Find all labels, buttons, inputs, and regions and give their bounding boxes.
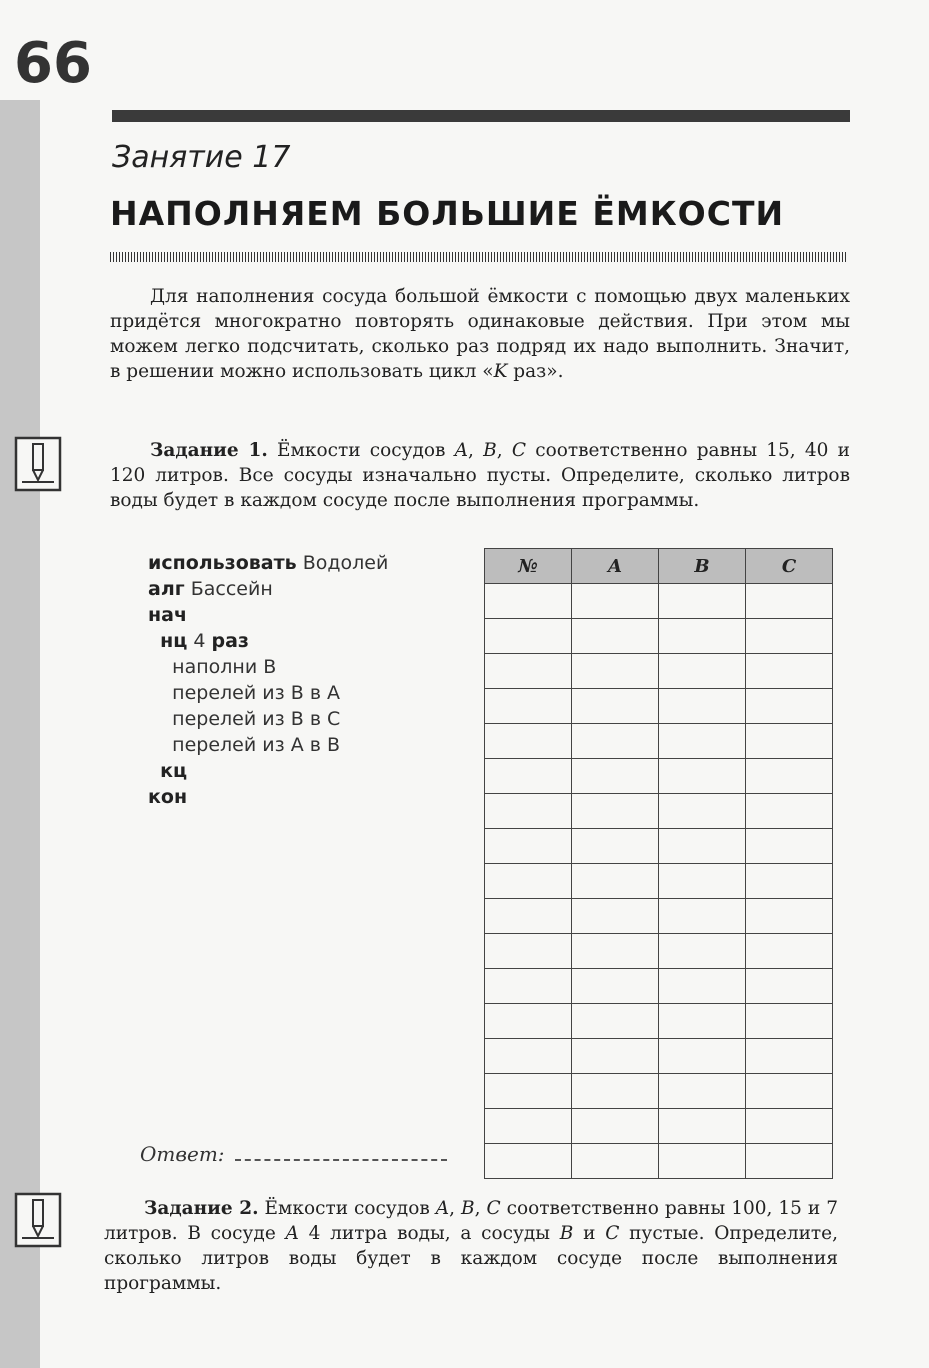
code-text: Водолей bbox=[296, 552, 389, 574]
keyword: кц bbox=[160, 760, 188, 782]
vessel-a: A bbox=[454, 440, 469, 461]
table-cell[interactable] bbox=[659, 934, 746, 969]
table-cell[interactable] bbox=[572, 1074, 659, 1109]
table-cell[interactable] bbox=[485, 689, 572, 724]
task2-text: Ёмкости сосудов bbox=[258, 1198, 436, 1219]
table-cell[interactable] bbox=[659, 619, 746, 654]
table-row bbox=[485, 1074, 833, 1109]
table-cell[interactable] bbox=[572, 584, 659, 619]
table-cell[interactable] bbox=[746, 1074, 833, 1109]
table-row bbox=[485, 689, 833, 724]
table-cell[interactable] bbox=[659, 794, 746, 829]
task2-text-end: пустые. Определите, сколько литров воды будет в каждом сосуде после выполнения программы. bbox=[104, 1223, 838, 1294]
task2-text: 4 литра воды, а сосуды bbox=[298, 1223, 560, 1244]
header-rule bbox=[112, 110, 850, 122]
program-line bbox=[148, 758, 468, 784]
table-cell[interactable] bbox=[572, 1109, 659, 1144]
table-cell[interactable] bbox=[485, 934, 572, 969]
table-row bbox=[485, 794, 833, 829]
table-cell[interactable] bbox=[659, 759, 746, 794]
code-text: наполни В bbox=[172, 656, 277, 678]
answer-label: Ответ: bbox=[140, 1142, 225, 1166]
table-cell[interactable] bbox=[659, 654, 746, 689]
table-cell[interactable] bbox=[485, 654, 572, 689]
vessel-a: A bbox=[285, 1223, 299, 1244]
task2-paragraph bbox=[104, 1196, 838, 1296]
code-text: 4 bbox=[187, 630, 212, 652]
table-cell[interactable] bbox=[746, 1109, 833, 1144]
code-text: перелей из В в С bbox=[172, 708, 341, 730]
sep: , bbox=[449, 1198, 461, 1219]
program-line bbox=[148, 628, 468, 654]
table-cell[interactable] bbox=[746, 724, 833, 759]
table-cell[interactable] bbox=[485, 1004, 572, 1039]
table-row bbox=[485, 899, 833, 934]
table-cell[interactable] bbox=[746, 759, 833, 794]
table-cell[interactable] bbox=[572, 934, 659, 969]
hatched-divider bbox=[110, 252, 848, 262]
program-line bbox=[148, 550, 468, 576]
table-cell[interactable] bbox=[659, 864, 746, 899]
program-line bbox=[148, 784, 468, 810]
indent bbox=[148, 682, 172, 704]
program-listing bbox=[148, 550, 468, 810]
table-cell[interactable] bbox=[572, 1144, 659, 1179]
vessel-a: A bbox=[435, 1198, 450, 1219]
table-cell[interactable] bbox=[485, 794, 572, 829]
intro-paragraph bbox=[110, 284, 850, 384]
vessel-b: B bbox=[559, 1223, 574, 1244]
table-row bbox=[485, 654, 833, 689]
table-row bbox=[485, 759, 833, 794]
sep: , bbox=[474, 1198, 487, 1219]
table-cell[interactable] bbox=[485, 759, 572, 794]
table-header-row bbox=[485, 549, 833, 584]
table-row bbox=[485, 969, 833, 1004]
table-cell[interactable] bbox=[485, 584, 572, 619]
vessel-b: B bbox=[483, 440, 497, 461]
table-cell[interactable] bbox=[485, 1144, 572, 1179]
vessel-b: B bbox=[461, 1198, 475, 1219]
task1-text: Ёмкости сосудов bbox=[267, 440, 455, 461]
table-cell[interactable] bbox=[572, 794, 659, 829]
table-cell[interactable] bbox=[659, 584, 746, 619]
table-cell[interactable] bbox=[485, 829, 572, 864]
lesson-label: Занятие 17 bbox=[112, 140, 291, 175]
table-cell[interactable] bbox=[572, 619, 659, 654]
indent bbox=[148, 708, 172, 730]
table-cell[interactable] bbox=[659, 829, 746, 864]
indent bbox=[148, 656, 172, 678]
vessel-c: C bbox=[605, 1223, 620, 1244]
vessel-c: C bbox=[486, 1198, 501, 1219]
table-cell[interactable] bbox=[485, 1039, 572, 1074]
sep: , bbox=[496, 440, 512, 461]
table-cell[interactable] bbox=[485, 724, 572, 759]
indent bbox=[148, 760, 160, 782]
table-cell[interactable] bbox=[746, 689, 833, 724]
task1-paragraph bbox=[110, 438, 850, 513]
table-cell[interactable] bbox=[572, 899, 659, 934]
intro-text: Для наполнения сосуда большой ёмкости с помощью двух маленьких придётся многократно повторять одинаковые действия. При этом мы можем легко подсчитать, сколько раз подряд их надо выполнить. Значит, в решении можно использовать цикл « bbox=[110, 286, 850, 382]
table-cell[interactable] bbox=[659, 689, 746, 724]
table-row bbox=[485, 829, 833, 864]
answer-line bbox=[140, 1142, 447, 1166]
pencil-task-icon bbox=[14, 1192, 62, 1248]
table-cell[interactable] bbox=[659, 969, 746, 1004]
table-row bbox=[485, 934, 833, 969]
table-cell[interactable] bbox=[572, 1004, 659, 1039]
table-row bbox=[485, 724, 833, 759]
header-number: № bbox=[485, 549, 572, 584]
table-cell[interactable] bbox=[746, 1144, 833, 1179]
program-line bbox=[148, 706, 468, 732]
table-row bbox=[485, 1039, 833, 1074]
answer-blank[interactable] bbox=[235, 1145, 447, 1161]
keyword: нц bbox=[160, 630, 188, 652]
sep: , bbox=[468, 440, 484, 461]
program-line bbox=[148, 680, 468, 706]
table-body bbox=[485, 584, 833, 1179]
table-cell[interactable] bbox=[746, 794, 833, 829]
table-cell[interactable] bbox=[485, 969, 572, 1004]
task1-text-end: соответственно равны 15, 40 и 120 литров. Все сосуды изначально пусты. Определите, сколько литров воды будет в каждом сосуде после выполнения программы. bbox=[110, 440, 851, 511]
code-text: перелей из А в В bbox=[172, 734, 341, 756]
table-cell[interactable] bbox=[659, 1039, 746, 1074]
table-cell[interactable] bbox=[659, 1144, 746, 1179]
table-cell[interactable] bbox=[485, 1109, 572, 1144]
side-strip bbox=[0, 100, 40, 1368]
table-cell[interactable] bbox=[746, 864, 833, 899]
intro-k: K bbox=[493, 361, 508, 382]
table-cell[interactable] bbox=[485, 619, 572, 654]
table-cell[interactable] bbox=[659, 1109, 746, 1144]
table-cell[interactable] bbox=[485, 899, 572, 934]
table-row bbox=[485, 1109, 833, 1144]
indent bbox=[148, 734, 172, 756]
header-b: B bbox=[659, 549, 746, 584]
table-cell[interactable] bbox=[572, 864, 659, 899]
table-row bbox=[485, 1144, 833, 1179]
page-number: 66 bbox=[14, 31, 92, 96]
table-cell[interactable] bbox=[572, 724, 659, 759]
keyword: нач bbox=[148, 604, 187, 626]
table-cell[interactable] bbox=[659, 1074, 746, 1109]
code-text: Бассейн bbox=[184, 578, 273, 600]
table-cell[interactable] bbox=[746, 829, 833, 864]
table-row bbox=[485, 584, 833, 619]
header-c: C bbox=[746, 549, 833, 584]
pencil-task-icon bbox=[14, 436, 62, 492]
table-cell[interactable] bbox=[659, 899, 746, 934]
task2-text: соответственно равны 100, 15 и 7 литров. В сосуде bbox=[104, 1198, 838, 1244]
keyword: использовать bbox=[148, 552, 297, 574]
page-title: НАПОЛНЯЕМ БОЛЬШИЕ ЁМКОСТИ bbox=[110, 194, 785, 233]
table-cell[interactable] bbox=[659, 1004, 746, 1039]
table-cell[interactable] bbox=[572, 759, 659, 794]
table-cell[interactable] bbox=[572, 689, 659, 724]
table-cell[interactable] bbox=[572, 1039, 659, 1074]
keyword: раз bbox=[211, 630, 249, 652]
indent bbox=[148, 630, 160, 652]
table-row bbox=[485, 1004, 833, 1039]
program-line bbox=[148, 654, 468, 680]
table-cell[interactable] bbox=[746, 654, 833, 689]
table-cell[interactable] bbox=[746, 584, 833, 619]
table-cell[interactable] bbox=[746, 934, 833, 969]
vessel-c: C bbox=[511, 440, 527, 461]
table-cell[interactable] bbox=[746, 1039, 833, 1074]
task2-label: Задание 2. bbox=[144, 1198, 259, 1219]
table-cell[interactable] bbox=[572, 969, 659, 1004]
table-cell[interactable] bbox=[746, 1004, 833, 1039]
task1-label: Задание 1. bbox=[150, 440, 268, 461]
code-text: перелей из В в А bbox=[172, 682, 341, 704]
table-cell[interactable] bbox=[746, 969, 833, 1004]
table-cell[interactable] bbox=[485, 1074, 572, 1109]
program-line bbox=[148, 732, 468, 758]
trace-table bbox=[484, 548, 833, 1179]
table-cell[interactable] bbox=[746, 619, 833, 654]
table-row bbox=[485, 864, 833, 899]
keyword: кон bbox=[148, 786, 188, 808]
table-cell[interactable] bbox=[572, 829, 659, 864]
table-row bbox=[485, 619, 833, 654]
table-cell[interactable] bbox=[572, 654, 659, 689]
table-cell[interactable] bbox=[485, 864, 572, 899]
program-line bbox=[148, 602, 468, 628]
task2-text: и bbox=[573, 1223, 606, 1244]
keyword: алг bbox=[148, 578, 185, 600]
program-line bbox=[148, 576, 468, 602]
table-cell[interactable] bbox=[746, 899, 833, 934]
table-cell[interactable] bbox=[659, 724, 746, 759]
intro-text-end: раз». bbox=[507, 361, 564, 382]
header-a: A bbox=[572, 549, 659, 584]
